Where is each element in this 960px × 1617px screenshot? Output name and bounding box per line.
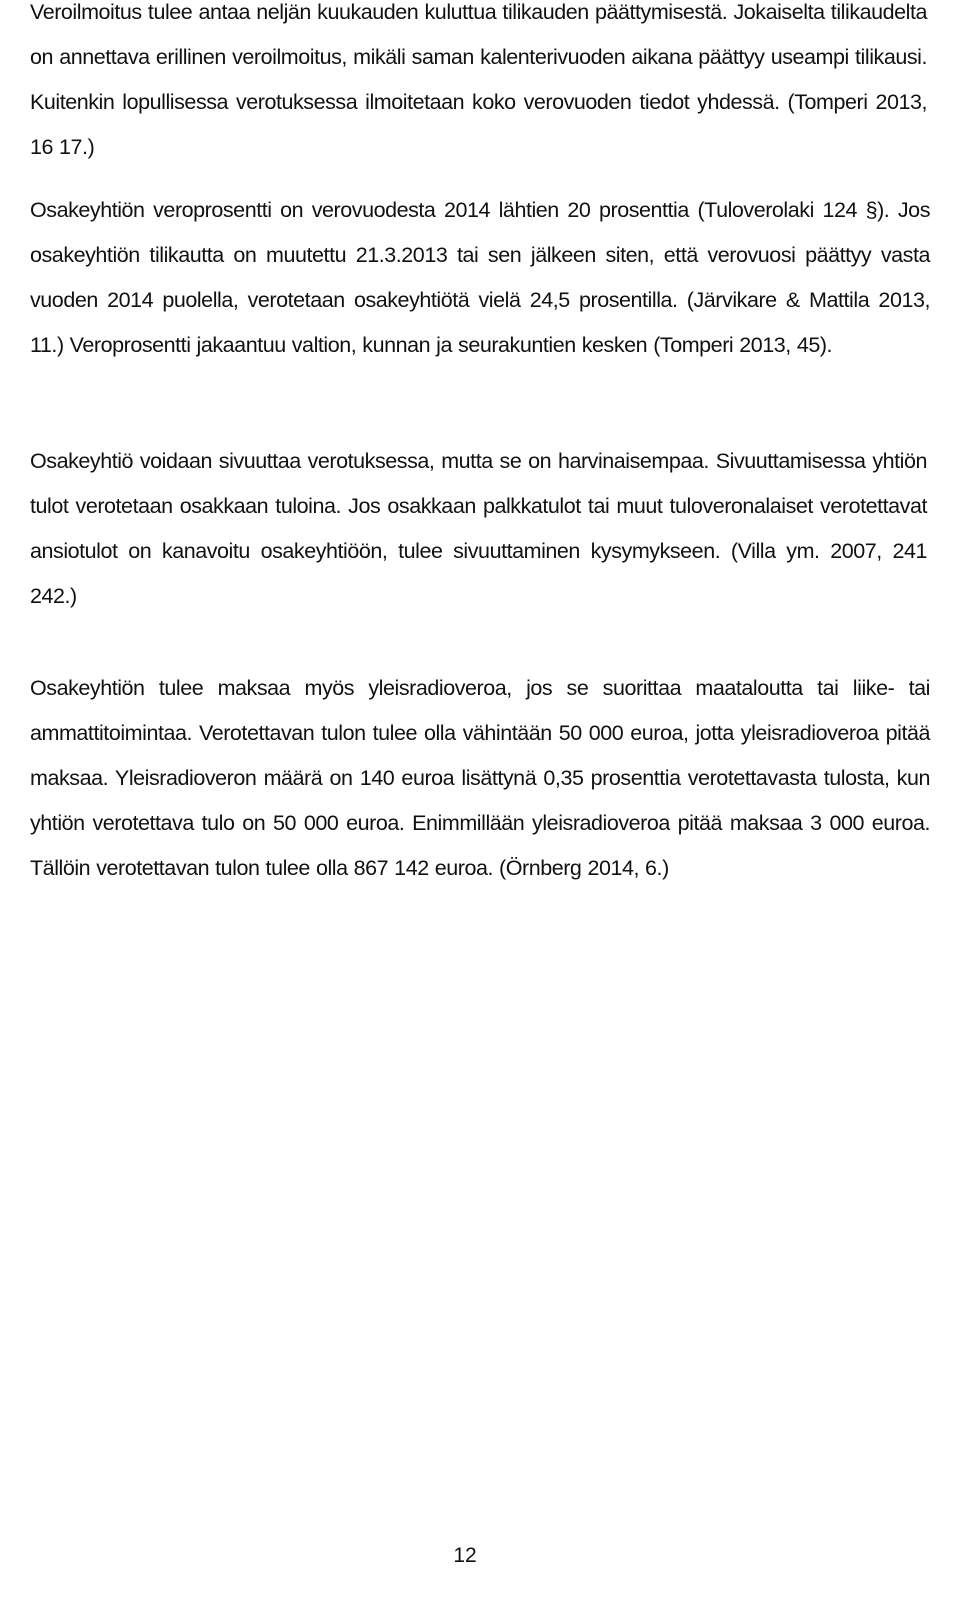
paragraph-tax-return-deadline: Veroilmoitus tulee antaa neljän kuukauden kuluttua tilikauden päättymisestä. Jokaiselta tilikaudelta on annettava erillinen veroilmoitus, mikäli saman kalenterivuoden aikana päättyy useampi tilikausi. Kuitenkin lopullisessa verotuksessa ilmoitetaan koko verovuoden tiedot yhdessä. (Tomperi 2013, 16 17.): [30, 0, 927, 159]
paragraph-company-disregard: Osakeyhtiö voidaan sivuuttaa verotuksessa, mutta se on harvinaisempaa. Sivuuttamisessa yhtiön tulot verotetaan osakkaan tuloina. Jos osakkaan palkkatulot tai muut tuloveronalaiset verotettavat ansiotulot on kanavoitu osakeyhtiöön, tulee sivuuttaminen kysymykseen. (Villa ym. 2007, 241 242.): [30, 449, 927, 608]
page-number: 12: [453, 1544, 477, 1567]
paragraph-broadcasting-tax: Osakeyhtiön tulee maksaa myös yleisradioveroa, jos se suorittaa maataloutta tai liike- tai ammattitoimintaa. Verotettavan tulon tulee olla vähintään 50 000 euroa, jotta yleisradioveroa pitää maksaa. Yleisradioveron määrä on 140 euroa lisättynä 0,35 prosenttia verotettavasta tulosta, kun yhtiön verotettava tulo on 50 000 euroa. Enimmillään yleisradioveroa pitää maksaa 3 000 euroa. Tällöin verotettavan tulon tulee olla 867 142 euroa. (Örnberg 2014, 6.): [30, 676, 930, 880]
paragraph-corporate-tax-rate: Osakeyhtiön veroprosentti on verovuodesta 2014 lähtien 20 prosenttia (Tuloverolaki 124 §). Jos osakeyhtiön tilikautta on muutettu 21.3.2013 tai sen jälkeen siten, että verovuosi päättyy vasta vuoden 2014 puolella, verotetaan osakeyhtiötä vielä 24,5 prosentilla. (Järvikare & Mattila 2013, 11.) Veroprosentti jakaantuu valtion, kunnan ja seurakuntien kesken (Tomperi 2013, 45).: [30, 198, 930, 357]
